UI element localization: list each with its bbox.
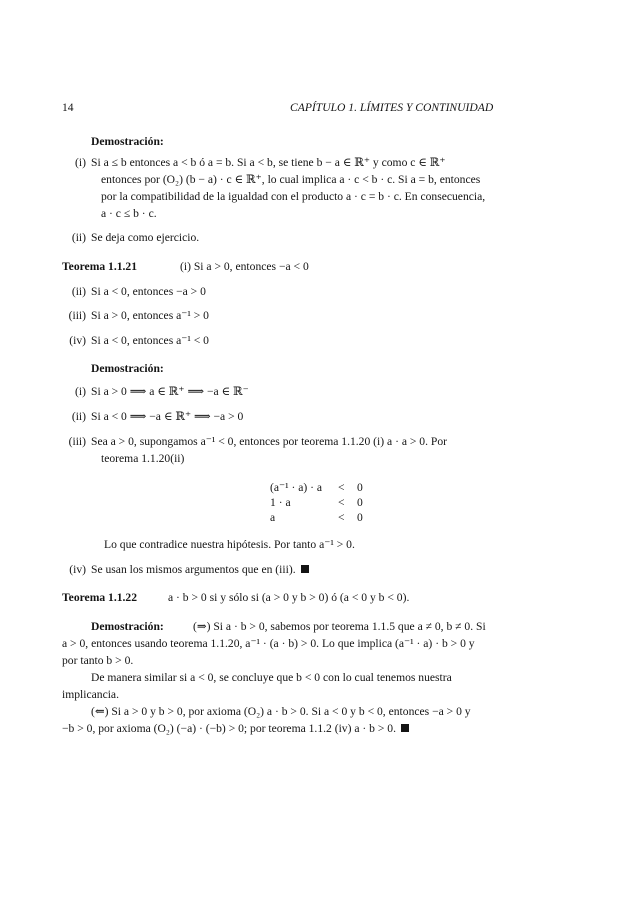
item-label: (iii) bbox=[68, 309, 86, 322]
proof-line: teorema 1.1.20(ii) bbox=[101, 452, 185, 465]
proof-line: De manera similar si a < 0, se concluye que b < 0 con lo cual tenemos nuestra bbox=[91, 671, 452, 684]
theorem-statement: a · b > 0 si y sólo si (a > 0 y b > 0) ó (a < 0 y b < 0). bbox=[168, 591, 410, 604]
proof-line: Si a < 0 ⟹ −a ∈ ℝ⁺ ⟹ −a > 0 bbox=[91, 410, 244, 423]
item-label: (ii) bbox=[71, 410, 86, 423]
item-label: (ii) bbox=[71, 285, 86, 298]
proof-heading: Demostración: bbox=[91, 135, 164, 148]
theorem-title: Teorema 1.1.22 bbox=[62, 591, 138, 604]
proof-text: Se usan los mismos argumentos que en (iii). bbox=[91, 563, 296, 576]
proof-line: Se deja como ejercicio. bbox=[91, 231, 200, 244]
proof-line: Sea a > 0, supongamos a⁻¹ < 0, entonces por teorema 1.1.20 (i) a · a > 0. Por bbox=[91, 435, 448, 448]
proof-line: Lo que contradice nuestra hipótesis. Por tanto a⁻¹ > 0. bbox=[104, 538, 355, 551]
math-lhs: (a⁻¹ · a) · a bbox=[270, 481, 323, 494]
page-number: 14 bbox=[62, 101, 74, 114]
math-rel: < bbox=[338, 511, 345, 524]
math-rhs: 0 bbox=[357, 496, 363, 509]
proof-heading: Demostración: bbox=[91, 362, 164, 375]
proof-line: a · c ≤ b · c. bbox=[101, 207, 157, 220]
proof-line: Si a > 0 ⟹ a ∈ ℝ⁺ ⟹ −a ∈ ℝ⁻ bbox=[91, 385, 249, 398]
math-rhs: 0 bbox=[357, 511, 363, 524]
qed-square-icon bbox=[301, 565, 309, 573]
math-rhs: 0 bbox=[357, 481, 363, 494]
proof-line bbox=[91, 563, 309, 577]
proof-heading: Demostración: bbox=[91, 620, 164, 633]
proof-line: por la compatibilidad de la igualdad con el producto a · c = b · c. En consecuencia, bbox=[101, 190, 486, 203]
theorem-item: Si a < 0, entonces −a > 0 bbox=[91, 285, 206, 298]
proof-line: (⇒) Si a · b > 0, sabemos por teorema 1.1.5 que a ≠ 0, b ≠ 0. Si bbox=[193, 620, 486, 633]
proof-line bbox=[62, 722, 409, 736]
item-label: (iv) bbox=[69, 334, 86, 347]
item-label: (iv) bbox=[69, 563, 86, 576]
math-lhs: a bbox=[270, 511, 276, 524]
proof-line: entonces por (O₂) (b − a) · c ∈ ℝ⁺, lo cual implica a · c < b · c. Si a = b, entonces bbox=[101, 173, 481, 186]
item-label: (i) bbox=[75, 385, 86, 398]
math-rel: < bbox=[338, 481, 345, 494]
proof-line: a > 0, entonces usando teorema 1.1.20, a⁻¹ · (a · b) > 0. Lo que implica (a⁻¹ · a) · b > 0 y bbox=[62, 637, 475, 650]
theorem-title: Teorema 1.1.21 bbox=[62, 260, 138, 273]
item-label: (iii) bbox=[68, 435, 86, 448]
qed-square-icon bbox=[401, 724, 409, 732]
theorem-item: Si a < 0, entonces a⁻¹ < 0 bbox=[91, 334, 209, 347]
chapter-title: CAPÍTULO 1. LÍMITES Y CONTINUIDAD bbox=[290, 101, 494, 114]
math-lhs: 1 · a bbox=[270, 496, 291, 509]
proof-line: por tanto b > 0. bbox=[62, 654, 134, 667]
item-label: (ii) bbox=[71, 231, 86, 244]
proof-line: Si a ≤ b entonces a < b ó a = b. Si a < b, se tiene b − a ∈ ℝ⁺ y como c ∈ ℝ⁺ bbox=[91, 156, 446, 169]
proof-line: (⇐) Si a > 0 y b > 0, por axioma (O₂) a · b > 0. Si a < 0 y b < 0, entonces −a > 0 y bbox=[91, 705, 471, 718]
math-rel: < bbox=[338, 496, 345, 509]
theorem-item: Si a > 0, entonces a⁻¹ > 0 bbox=[91, 309, 209, 322]
proof-line: implicancia. bbox=[62, 688, 119, 701]
theorem-statement: (i) Si a > 0, entonces −a < 0 bbox=[180, 260, 309, 273]
item-label: (i) bbox=[75, 156, 86, 169]
proof-text: −b > 0, por axioma (O₂) (−a) · (−b) > 0; por teorema 1.1.2 (iv) a · b > 0. bbox=[62, 722, 396, 735]
